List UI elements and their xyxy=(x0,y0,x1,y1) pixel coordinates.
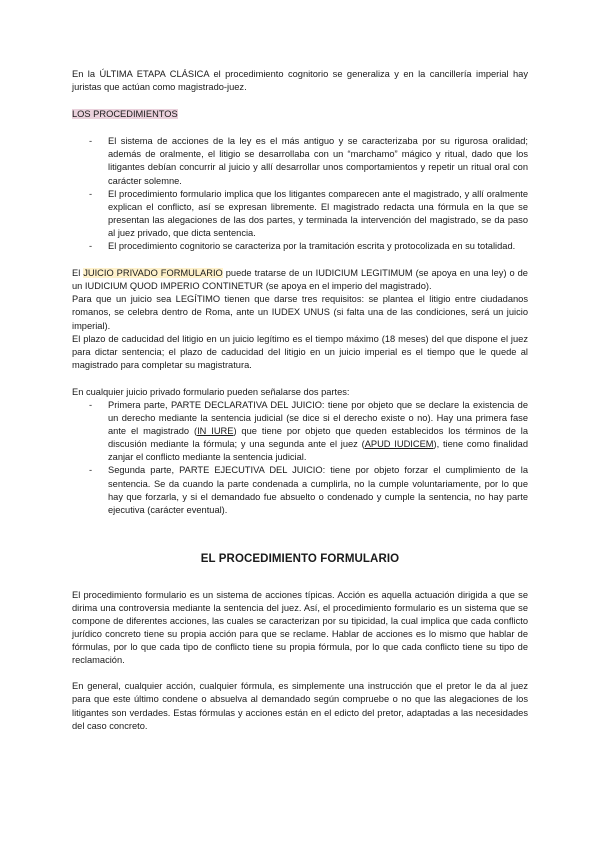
juicio-privado-pre: El xyxy=(72,268,84,279)
partes-list xyxy=(72,399,528,517)
intro-paragraph: En la ÚLTIMA ETAPA CLÁSICA el procedimiento cognitorio se generaliza y en la cancillería imperial hay juristas que actúan como magistrado-juez. xyxy=(72,69,528,93)
juicio-privado-highlight: JUICIO PRIVADO FORMULARIO xyxy=(83,268,223,279)
section-title: EL PROCEDIMIENTO FORMULARIO xyxy=(200,552,400,565)
formulario-paragraph-2: En general, cualquier acción, cualquier fórmula, es simplemente una instrucción que el pretor le da al juez para que este último condene o absuelva al demandado según compruebe o no que las alegaciones de los litigantes son verdades. Estas fórmulas y acciones están en el edicto del pretor, adaptadas a las necesidades del caso concreto. xyxy=(72,681,528,731)
primera-parte-text-a: Primera parte, PARTE DECLARATIVA DEL JUICIO: tiene por objeto que se declare la existencia de un derecho mediante la sentencia judicial (se dice si el derecho existe o no). Hay una primera fase ante el magistrado ( xyxy=(108,399,528,437)
list-item: - El sistema de acciones de la ley es el más antiguo y se caracterizaba por su rigurosa oralidad; además de oralmente, el litigio se desarrollaba con un “marchamo” mágico y ritual, dado que los litigantes debían concurrir al juicio y allí desarrollar unos comportamientos y repetir un ritual oral con carácter solemne. xyxy=(108,135,528,187)
juicio-privado-paragraph xyxy=(72,267,528,293)
primera-parte-text-b: ) que tiene por objeto que queden establecidos los términos de la discusión mediante la fórmula; y una segunda ante el juez ( xyxy=(108,426,528,450)
procedimientos-heading: LOS PROCEDIMIENTOS xyxy=(72,109,178,120)
legitimo-paragraph: Para que un juicio sea LEGÍTIMO tienen que darse tres requisitos: se plantea el litigio entre ciudadanos romanos, se celebra dentro de Roma, ante un IUDEX UNUS (si falta una de las condiciones, será un juicio imperial). xyxy=(72,294,528,331)
primera-parte-text-c: ), tiene como finalidad zanjar el conflicto mediante la sentencia judicial. xyxy=(108,439,528,463)
partes-intro: En cualquier juicio privado formulario pueden señalarse dos partes: xyxy=(72,386,350,397)
term-apud-iudicem: APUD IUDICEM xyxy=(364,439,434,450)
procedimientos-heading-line xyxy=(72,108,528,121)
plazo-paragraph: El plazo de caducidad del litigio en un juicio legítimo es el tiempo máximo (18 meses) del que dispone el juez para dictar sentencia; el plazo de caducidad del litigio en un juicio imperial es el tiempo que le quede al magistrado para completar su magistratura. xyxy=(72,333,528,370)
formulario-paragraph-1: El procedimiento formulario es un sistema de acciones típicas. Acción es aquella actuación dirigida a que se dirima una controversia mediante la sentencia del juez. Así, el procedimiento formulario es un sistema que se compone de diferentes acciones, las cuales se caracterizan por su tipicidad, la cual implica que cada conflicto jurídico concreto tiene su propia acción para que se reclame. Hablar de acciones es lo mismo que hablar de fórmulas, por lo que cada tipo de conflicto tiene su propia fórmula, por lo que cada conflicto tiene su tipo de reclamación. xyxy=(72,589,528,666)
term-in-iure: IN IURE xyxy=(197,426,234,437)
list-item-primera-parte xyxy=(108,399,528,464)
list-item-segunda-parte: - Segunda parte, PARTE EJECUTIVA DEL JUICIO: tiene por objeto forzar el cumplimiento de la sentencia. Se da cuando la parte condenada a cumplirla, no la cumple voluntariamente, por lo que hay que forzarla, y si el demandado fue absuelto o condenado y cumple la sentencia, no hay parte ejecutiva (carácter eventual). xyxy=(108,464,528,516)
procedimientos-list xyxy=(72,135,528,253)
list-item: - El procedimiento formulario implica que los litigantes comparecen ante el magistrado, y allí oralmente explican el conflicto, así se expresan libremente. El magistrado redacta una fórmula en la que se presentan las alegaciones de las dos partes, y terminada la intervención del magistrado, se da paso al juez privado, que dicta sentencia. xyxy=(108,188,528,240)
juicio-privado-post: puede tratarse de un IUDICIUM LEGITIMUM (se apoya en una ley) o de un IUDICIUM QUOD IMPERIO CONTINETUR (se apoya en el imperio del magistrado). xyxy=(72,268,528,292)
list-item: - El procedimiento cognitorio se caracteriza por la tramitación escrita y protocolizada en su totalidad. xyxy=(108,240,528,253)
